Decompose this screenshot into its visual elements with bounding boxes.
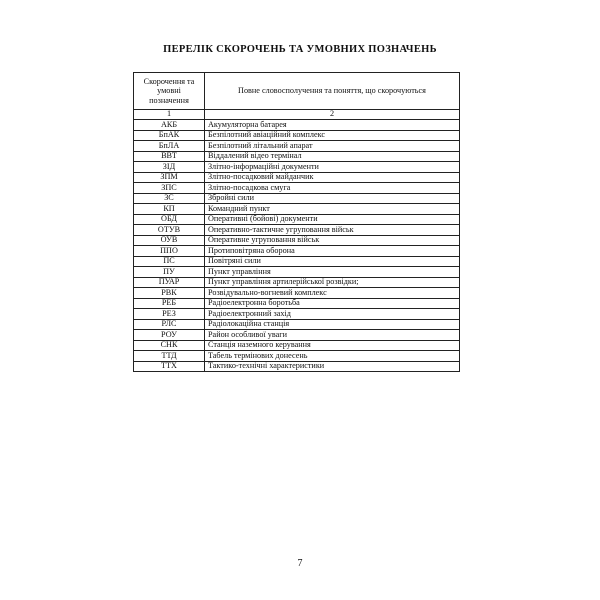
table-row [134,235,460,246]
abbreviation-cell: ЗС [134,193,205,204]
table-row [134,120,460,131]
full-term-cell: Протиповітряна оборона [205,246,460,257]
full-term-cell: Пункт управління артилерійської розвідки; [205,277,460,288]
abbreviation-cell: ППО [134,246,205,257]
table-row [134,351,460,362]
table-row [134,151,460,162]
full-term-cell: Оперативне угруповання військ [205,235,460,246]
full-term-cell: Пункт управління [205,267,460,278]
table-row [134,288,460,299]
header-full-term: Повне словосполучення та поняття, що скорочуються [205,73,460,110]
abbreviation-cell: ОТУВ [134,225,205,236]
abbreviation-cell: ЗІД [134,162,205,173]
full-term-cell: Станція наземного керування [205,340,460,351]
table-row [134,193,460,204]
full-term-cell: Радіоелектронний захід [205,309,460,320]
full-term-cell: Збройні сили [205,193,460,204]
full-term-cell: Тактико-технічні характеристики [205,361,460,372]
table-row [134,183,460,194]
full-term-cell: Безпілотний літальний апарат [205,141,460,152]
abbreviation-cell: РЕБ [134,298,205,309]
abbreviation-cell: ТТД [134,351,205,362]
abbreviation-cell: РЛС [134,319,205,330]
table-row [134,246,460,257]
full-term-cell: Віддалений відео термінал [205,151,460,162]
full-term-cell: Злітно-посадкова смуга [205,183,460,194]
table-header-row [134,73,460,110]
abbreviation-cell: РВК [134,288,205,299]
abbreviation-cell: ОБД [134,214,205,225]
table-row [134,172,460,183]
table-row [134,162,460,173]
abbreviation-cell: ПУАР [134,277,205,288]
page-title: ПЕРЕЛІК СКОРОЧЕНЬ ТА УМОВНИХ ПОЗНАЧЕНЬ [163,44,437,55]
table-row [134,340,460,351]
abbreviation-cell: БпАК [134,130,205,141]
full-term-cell: Командний пункт [205,204,460,215]
full-term-cell: Безпілотний авіаційний комплекс [205,130,460,141]
full-term-cell: Район особливої уваги [205,330,460,341]
table-row [134,298,460,309]
table-row [134,225,460,236]
full-term-cell: Злітно-інформаційні документи [205,162,460,173]
column-number-1: 1 [134,110,205,120]
abbreviation-cell: РОУ [134,330,205,341]
abbreviation-cell: СНК [134,340,205,351]
abbreviation-cell: КП [134,204,205,215]
abbreviation-cell: ЗПС [134,183,205,194]
abbreviation-cell: ТТХ [134,361,205,372]
abbreviation-cell: РЕЗ [134,309,205,320]
header-abbreviation: Скорочення та умовні позначення [134,73,205,110]
column-number-2: 2 [205,110,460,120]
abbreviation-cell: БпЛА [134,141,205,152]
table-row [134,277,460,288]
full-term-cell: Розвідувально-вогневий комплекс [205,288,460,299]
table-row [134,267,460,278]
full-term-cell: Акумуляторна батарея [205,120,460,131]
full-term-cell: Оперативно-тактичне угруповання військ [205,225,460,236]
abbreviation-cell: ОУВ [134,235,205,246]
table-row [134,330,460,341]
table-row [134,214,460,225]
column-numbers-row [134,110,460,120]
full-term-cell: Табель термінових донесень [205,351,460,362]
abbreviations-table [133,72,460,372]
abbreviation-cell: АКБ [134,120,205,131]
table-row [134,309,460,320]
full-term-cell: Оперативні (бойові) документи [205,214,460,225]
abbreviation-cell: ПС [134,256,205,267]
abbreviation-cell: ВВТ [134,151,205,162]
full-term-cell: Злітно-посадковий майданчик [205,172,460,183]
abbreviation-cell: ЗПМ [134,172,205,183]
abbreviation-cell: ПУ [134,267,205,278]
full-term-cell: Радіоелектронна боротьба [205,298,460,309]
table-row [134,361,460,372]
full-term-cell: Повітряні сили [205,256,460,267]
table-row [134,204,460,215]
table-row [134,256,460,267]
page-number: 7 [297,558,303,569]
full-term-cell: Радіолокаційна станція [205,319,460,330]
table-row [134,141,460,152]
table-row [134,130,460,141]
table-row [134,319,460,330]
